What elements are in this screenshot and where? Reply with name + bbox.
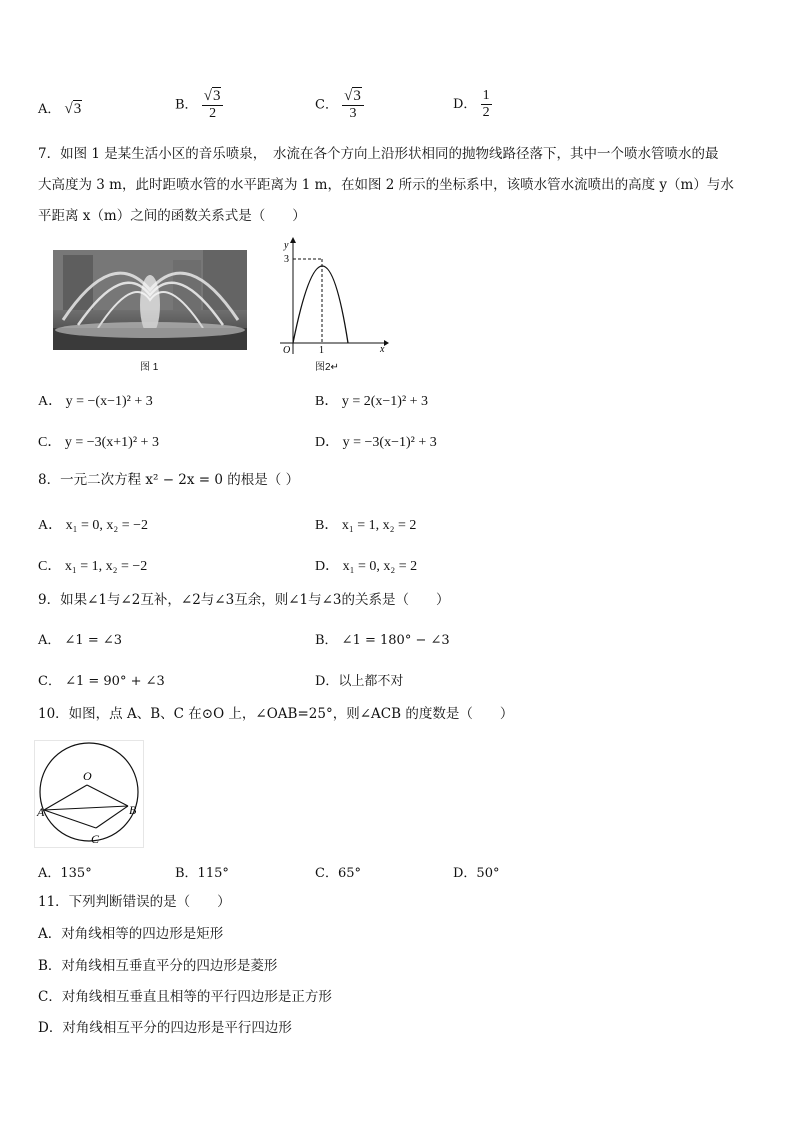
point-c-label: C	[91, 832, 100, 846]
q7-option-b: B． y = 2(x−1)² + 3	[315, 394, 429, 409]
radius-oa	[44, 785, 87, 810]
q6-option-c-value: $\frac{√3}{3}$	[342, 88, 364, 122]
fountain-photo	[53, 250, 247, 350]
q11-stem: 11．下列判断错误的是（ ）	[38, 894, 231, 910]
q7-option-d: D． y = −3(x−1)² + 3	[315, 435, 437, 450]
q6-option-a-label: A．	[38, 102, 61, 117]
radius-ob	[87, 785, 128, 806]
parabola-graph	[276, 236, 392, 358]
q6-option-d	[453, 88, 492, 121]
chord-ac	[44, 810, 96, 828]
fig1-caption: 图 1	[140, 362, 159, 373]
q9-option-c: C． ∠1 = 90° + ∠3	[38, 674, 165, 689]
q6-option-c	[315, 88, 364, 122]
chord-ab	[44, 806, 128, 810]
point-o-label: O	[83, 769, 92, 783]
q7-stem-line1: 7．如图 1 是某生活小区的音乐喷泉， 水流在各个方向上沿形状相同的抛物线路径落下，其中一个喷水管喷水的最	[38, 146, 719, 162]
q10-option-d: D．50°	[453, 866, 500, 881]
q6-option-b	[175, 88, 223, 122]
q7-stem-line3: 平距离 x（m）之间的函数关系式是（ ）	[38, 208, 306, 224]
q9-option-d: D．以上都不对	[315, 674, 404, 689]
q8-stem: 8．一元二次方程 x² − 2x = 0 的根是（ ）	[38, 472, 300, 488]
q11-option-d: D．对角线相互平分的四边形是平行四边形	[38, 1020, 292, 1036]
q10-stem: 10．如图，点 A、B、C 在⊙O 上，∠OAB=25°，则∠ACB 的度数是（ ）	[38, 706, 514, 722]
q6-option-c-label: C．	[315, 97, 338, 113]
q11-option-b: B．对角线相互垂直平分的四边形是菱形	[38, 958, 278, 974]
y-axis-arrow	[290, 237, 296, 243]
peak-y-label: 3	[284, 254, 289, 265]
fig2-caption: 图2↵	[315, 362, 339, 373]
q7-option-c: C． y = −3(x+1)² + 3	[38, 435, 159, 450]
q9-stem: 9．如果∠1与∠2互补，∠2与∠3互余，则∠1与∠3的关系是（ ）	[38, 592, 450, 608]
q7-stem-line2: 大高度为 3 m，此时距喷水管的水平距离为 1 m，在如图 2 所示的坐标系中，该喷水管水流喷出的高度 y（m）与水	[38, 177, 734, 193]
parabola-curve	[293, 266, 348, 343]
q10-option-a: A．135°	[38, 866, 92, 881]
x-axis-label: x	[380, 344, 385, 355]
q8-option-a: A． x₁ = 0, x₂ = −2	[38, 518, 149, 533]
point-b-label: B	[129, 803, 137, 817]
q9-option-b: B． ∠1 = 180° − ∠3	[315, 633, 450, 648]
peak-x-label: 1	[319, 345, 324, 356]
q8-option-b: B． x₁ = 1, x₂ = 2	[315, 518, 417, 533]
q7-option-a: A． y = −(x−1)² + 3	[38, 394, 153, 409]
q10-option-c: C．65°	[315, 866, 361, 881]
q6-option-a-value: √3	[64, 101, 82, 117]
q6-option-b-label: B．	[175, 97, 198, 113]
q6-option-a	[38, 98, 82, 118]
x-axis-arrow	[384, 340, 389, 346]
q6-option-b-value: $\frac{√3}{2}$	[202, 88, 224, 122]
q11-option-c: C．对角线相互垂直且相等的平行四边形是正方形	[38, 989, 332, 1005]
figure-frame	[35, 741, 144, 848]
fountain-illustration	[53, 250, 247, 350]
q8-option-d: D． x₁ = 0, x₂ = 2	[315, 559, 418, 574]
chord-cb	[96, 806, 128, 828]
point-a-label: A	[37, 805, 45, 819]
q11-option-a: A．对角线相等的四边形是矩形	[38, 926, 224, 942]
circle-o	[40, 743, 138, 841]
q10-option-b: B．115°	[175, 866, 229, 881]
q6-option-d-value: $\frac{1}{2}$	[482, 88, 490, 120]
q6-option-d-label: D．	[453, 97, 477, 112]
circle-figure	[34, 740, 144, 848]
origin-label: O	[283, 345, 291, 356]
q8-option-c: C． x₁ = 1, x₂ = −2	[38, 559, 148, 574]
q9-option-a: A． ∠1 = ∠3	[38, 633, 123, 648]
y-axis-label: y	[284, 240, 289, 251]
